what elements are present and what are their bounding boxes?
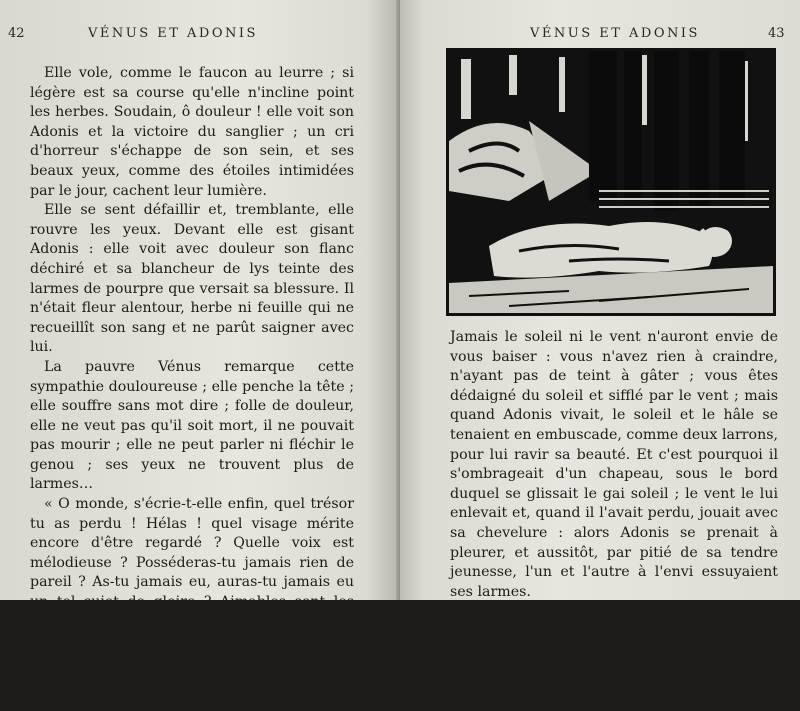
paragraph: La pauvre Vénus remarque cette sympathie douloureuse ; elle penche la tête ; elle souffre sans mot dire ; folle de douleur, elle ne veut pas qu'il soit mort, il ne pouvait pas mourir ; elle ne peut parler ni fléchir le genou ; ses yeux ne trouvent plus de larmes… [30, 358, 354, 493]
paragraph: « Pour voir son visage, le lion le suivait en se [450, 603, 778, 639]
paragraph: Elle se sent défaillir et, tremblante, elle rouvre les yeux. Devant elle est gisant Adonis : elle voit avec douleur son flanc déchiré et sa blancheur de lys teinte des larmes de pourpre que versait sa blessure. Il n'était fleur alentour, herbe ni feuille qui ne recueillît son sang et ne parût saigner avec lui. [30, 202, 354, 356]
running-head-right: VÉNUS ET ADONIS [530, 26, 700, 41]
running-head-left: VÉNUS ET ADONIS [88, 26, 258, 41]
right-page [400, 0, 800, 639]
paragraph: Elle vole, comme le faucon au leurre ; si légère est sa course qu'elle n'incline point les herbes. Soudain, ô douleur ! elle voit son Adonis et la victoire du sanglier ; un cri d'horreur s'échappe de son sein, et ses beaux yeux, comme des étoiles intimidées par le jour, cachent leur lumière. [30, 65, 354, 199]
left-page [0, 0, 398, 708]
woodcut-image [449, 51, 773, 313]
right-page-text [450, 328, 778, 642]
paragraph: Jamais le soleil ni le vent n'auront envie de vous baiser : vous n'avez rien à craindre, n'ayant pas de teint à gâter ; vous êtes dédaigné du soleil et sifflé par le vent ; mais quand Adonis vivait, le soleil et le hâle se tenaient en embuscade, comme deux larrons, pour lui ravir sa beauté. Et c'est pourquoi il s'ombrageait d'un chapeau, sous le bord duquel se glissait le gai soleil ; le vent le lui enlevait et, quand il l'avait perdu, jouait avec sa chevelure : alors Adonis se prenait à pleurer, et aussitôt, par pitié de sa tendre jeunesse, l'un et l'autre à l'envi essuyaient ses larmes. [450, 329, 778, 600]
paragraph: « O monde, s'écrie-t-elle enfin, quel trésor tu as perdu ! Hélas ! quel visage mérite encore d'être regardé ? Quelle voix est mélodieuse ? Posséderas-tu jamais rien de pareil ? As-tu jamais eu, auras-tu jamais eu un tel sujet de gloire ? Aimables sont les fleurs, leurs couleurs sont belles et vives, mais la beauté vraiment aimable est morte avec lui. [30, 496, 354, 669]
paragraph: « Que nul désormais ne porte chapeau ni voile ! [30, 672, 354, 708]
page-number-left: 42 [8, 26, 25, 41]
left-page-text [30, 64, 354, 711]
page-number-right: 43 [768, 26, 785, 41]
woodcut-illustration [446, 48, 776, 316]
